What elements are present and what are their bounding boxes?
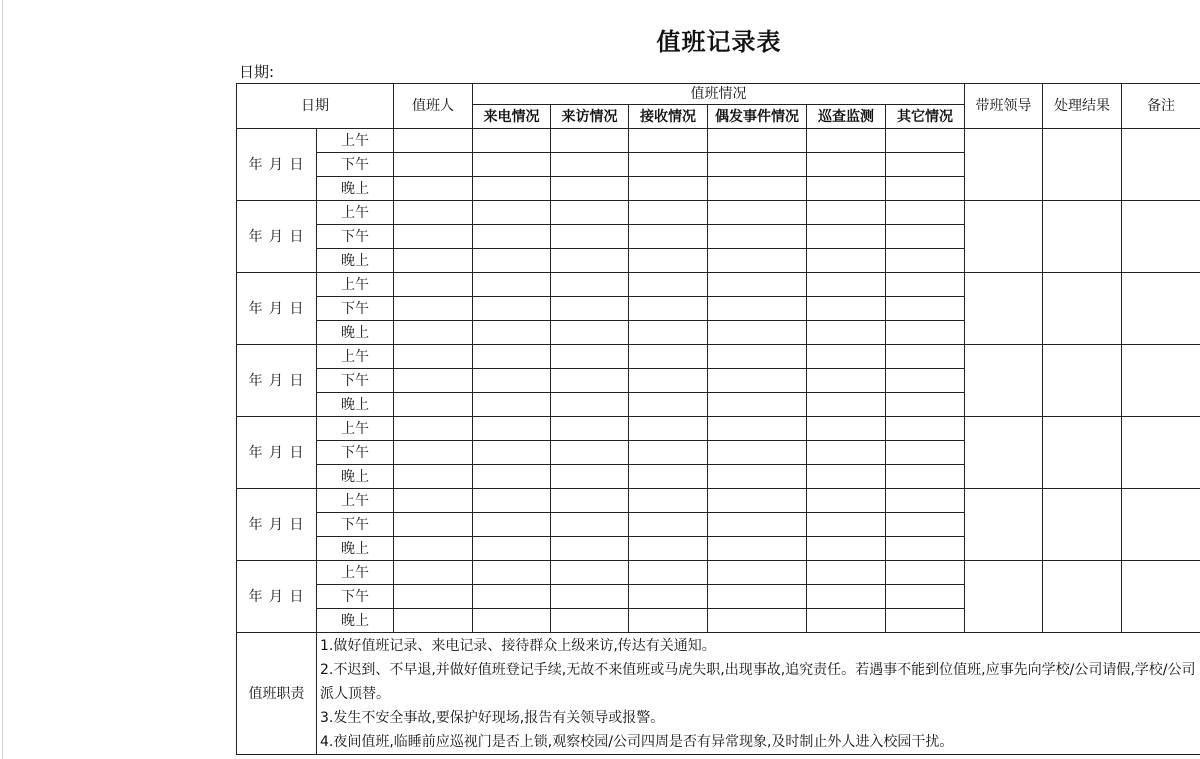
entry-cell[interactable] [807,489,886,513]
entry-cell[interactable] [708,441,807,465]
shift-row [237,417,1200,441]
entry-cell[interactable] [807,561,886,585]
entry-cell[interactable] [551,369,629,393]
result-cell[interactable] [1043,273,1122,345]
entry-cell[interactable] [394,609,473,633]
entry-cell[interactable] [394,249,473,273]
entry-cell[interactable] [394,513,473,537]
entry-cell[interactable] [886,441,965,465]
shift-label: 下午 [317,369,394,393]
entry-cell[interactable] [807,201,886,225]
entry-cell[interactable] [551,393,629,417]
entry-cell[interactable] [708,561,807,585]
entry-cell[interactable] [394,585,473,609]
entry-cell[interactable] [394,225,473,249]
entry-cell[interactable] [886,129,965,153]
shift-label: 上午 [317,129,394,153]
header-date: 日期 [237,84,394,129]
entry-cell[interactable] [708,489,807,513]
subheader-other: 其它情况 [886,105,965,129]
shift-label: 晚上 [317,537,394,561]
page-title: 值班记录表 [656,28,782,56]
entry-cell[interactable] [807,249,886,273]
entry-cell[interactable] [886,201,965,225]
duty-line: 1.做好值班记录、来电记录、接待群众上级来访,传达有关通知。 [320,638,716,654]
duty-line: 4.夜间值班,临睡前应巡视门是否上锁,观察校园/公司四周是否有异常现象,及时制止外人进入校园干扰。 [320,734,954,750]
remark-cell[interactable] [1122,273,1200,345]
entry-cell[interactable] [708,417,807,441]
shift-label: 上午 [317,417,394,441]
entry-cell[interactable] [807,297,886,321]
entry-cell[interactable] [473,345,551,369]
entry-cell[interactable] [886,513,965,537]
left-border-line [2,0,3,759]
entry-cell[interactable] [473,249,551,273]
entry-cell[interactable] [807,321,886,345]
shift-row [237,561,1200,585]
remark-cell[interactable] [1122,561,1200,633]
entry-cell[interactable] [708,225,807,249]
entry-cell[interactable] [473,465,551,489]
entry-cell[interactable] [708,609,807,633]
shift-label: 上午 [317,489,394,513]
entry-cell[interactable] [629,369,708,393]
day-cell: 年 月 日 [237,129,317,201]
result-cell[interactable] [1043,345,1122,417]
subheader-calls: 来电情况 [473,105,551,129]
leader-cell[interactable] [965,417,1043,489]
entry-cell[interactable] [708,297,807,321]
entry-cell[interactable] [807,513,886,537]
entry-cell[interactable] [473,513,551,537]
entry-cell[interactable] [394,273,473,297]
shift-label: 下午 [317,297,394,321]
entry-cell[interactable] [551,345,629,369]
entry-cell[interactable] [708,321,807,345]
entry-cell[interactable] [629,513,708,537]
entry-cell[interactable] [551,177,629,201]
entry-cell[interactable] [629,201,708,225]
header-leader: 带班领导 [965,84,1043,129]
entry-cell[interactable] [551,297,629,321]
entry-cell[interactable] [629,537,708,561]
shift-label: 下午 [317,441,394,465]
shift-label: 下午 [317,585,394,609]
entry-cell[interactable] [629,609,708,633]
entry-cell[interactable] [551,441,629,465]
entry-cell[interactable] [394,321,473,345]
entry-cell[interactable] [708,537,807,561]
shift-label: 晚上 [317,609,394,633]
entry-cell[interactable] [473,297,551,321]
subheader-visits: 来访情况 [551,105,629,129]
entry-cell[interactable] [473,417,551,441]
entry-cell[interactable] [629,249,708,273]
shift-label: 晚上 [317,249,394,273]
leader-cell[interactable] [965,489,1043,561]
entry-cell[interactable] [394,345,473,369]
entry-cell[interactable] [551,153,629,177]
entry-cell[interactable] [807,273,886,297]
header-row [237,84,1200,105]
entry-cell[interactable] [551,321,629,345]
entry-cell[interactable] [886,249,965,273]
entry-cell[interactable] [394,441,473,465]
shift-row [237,345,1200,369]
entry-cell[interactable] [807,393,886,417]
result-cell[interactable] [1043,201,1122,273]
entry-cell[interactable] [708,465,807,489]
entry-cell[interactable] [394,177,473,201]
entry-cell[interactable] [394,153,473,177]
entry-cell[interactable] [473,489,551,513]
entry-cell[interactable] [473,201,551,225]
entry-cell[interactable] [629,129,708,153]
entry-cell[interactable] [551,417,629,441]
entry-cell[interactable] [886,321,965,345]
entry-cell[interactable] [473,609,551,633]
entry-cell[interactable] [807,537,886,561]
entry-cell[interactable] [886,417,965,441]
entry-cell[interactable] [629,153,708,177]
entry-cell[interactable] [807,345,886,369]
entry-cell[interactable] [807,585,886,609]
entry-cell[interactable] [473,153,551,177]
entry-cell[interactable] [807,369,886,393]
entry-cell[interactable] [551,513,629,537]
shift-label: 上午 [317,201,394,225]
entry-cell[interactable] [807,465,886,489]
entry-cell[interactable] [708,129,807,153]
day-cell: 年 月 日 [237,561,317,633]
entry-cell[interactable] [551,585,629,609]
remark-cell[interactable] [1122,489,1200,561]
shift-row [237,201,1200,225]
entry-cell[interactable] [473,225,551,249]
entry-cell[interactable] [807,225,886,249]
entry-cell[interactable] [473,177,551,201]
entry-cell[interactable] [708,177,807,201]
entry-cell[interactable] [551,537,629,561]
result-cell[interactable] [1043,489,1122,561]
entry-cell[interactable] [886,609,965,633]
entry-cell[interactable] [473,369,551,393]
entry-cell[interactable] [807,609,886,633]
subheader-patrol: 巡查监测 [807,105,886,129]
remark-cell[interactable] [1122,345,1200,417]
entry-cell[interactable] [551,201,629,225]
day-cell: 年 月 日 [237,345,317,417]
entry-cell[interactable] [394,129,473,153]
entry-cell[interactable] [551,561,629,585]
entry-cell[interactable] [708,201,807,225]
entry-cell[interactable] [886,465,965,489]
entry-cell[interactable] [551,129,629,153]
entry-cell[interactable] [473,393,551,417]
entry-cell[interactable] [394,369,473,393]
shift-row [237,489,1200,513]
entry-cell[interactable] [886,225,965,249]
header-remark: 备注 [1122,84,1200,129]
entry-cell[interactable] [473,321,551,345]
shift-label: 下午 [317,153,394,177]
entry-cell[interactable] [394,201,473,225]
entry-cell[interactable] [886,369,965,393]
entry-cell[interactable] [708,585,807,609]
entry-cell[interactable] [629,345,708,369]
entry-cell[interactable] [473,129,551,153]
entry-cell[interactable] [886,393,965,417]
day-cell: 年 月 日 [237,489,317,561]
entry-cell[interactable] [473,441,551,465]
entry-cell[interactable] [629,441,708,465]
shift-label: 晚上 [317,393,394,417]
entry-cell[interactable] [807,441,886,465]
entry-cell[interactable] [394,393,473,417]
header-result: 处理结果 [1043,84,1122,129]
entry-cell[interactable] [394,297,473,321]
entry-cell[interactable] [629,321,708,345]
leader-cell[interactable] [965,345,1043,417]
entry-cell[interactable] [394,489,473,513]
entry-cell[interactable] [551,465,629,489]
result-cell[interactable] [1043,417,1122,489]
entry-cell[interactable] [629,585,708,609]
entry-cell[interactable] [807,153,886,177]
entry-cell[interactable] [394,561,473,585]
entry-cell[interactable] [886,585,965,609]
subheader-incidents: 偶发事件情况 [708,105,807,129]
entry-cell[interactable] [886,153,965,177]
entry-cell[interactable] [551,273,629,297]
entry-cell[interactable] [629,417,708,441]
entry-cell[interactable] [886,297,965,321]
duties-row [237,633,1200,755]
entry-cell[interactable] [551,249,629,273]
entry-cell[interactable] [886,561,965,585]
entry-cell[interactable] [708,393,807,417]
day-cell: 年 月 日 [237,201,317,273]
entry-cell[interactable] [886,537,965,561]
entry-cell[interactable] [629,273,708,297]
entry-cell[interactable] [886,345,965,369]
entry-cell[interactable] [708,513,807,537]
shift-row [237,273,1200,297]
shift-label: 晚上 [317,321,394,345]
entry-cell[interactable] [551,489,629,513]
day-cell: 年 月 日 [237,417,317,489]
entry-cell[interactable] [886,489,965,513]
entry-cell[interactable] [708,249,807,273]
remark-cell[interactable] [1122,201,1200,273]
entry-cell[interactable] [629,489,708,513]
entry-cell[interactable] [807,417,886,441]
leader-cell[interactable] [965,561,1043,633]
shift-label: 晚上 [317,465,394,489]
entry-cell[interactable] [629,561,708,585]
entry-cell[interactable] [629,393,708,417]
shift-row [237,129,1200,153]
shift-label: 上午 [317,273,394,297]
shift-label: 上午 [317,345,394,369]
entry-cell[interactable] [629,225,708,249]
entry-cell[interactable] [394,417,473,441]
day-cell: 年 月 日 [237,273,317,345]
header-status: 值班情况 [473,84,965,105]
header-person: 值班人 [394,84,473,129]
shift-label: 晚上 [317,177,394,201]
leader-cell[interactable] [965,129,1043,201]
entry-cell[interactable] [629,297,708,321]
result-cell[interactable] [1043,561,1122,633]
entry-cell[interactable] [629,177,708,201]
entry-cell[interactable] [708,369,807,393]
entry-cell[interactable] [394,465,473,489]
entry-cell[interactable] [551,225,629,249]
entry-cell[interactable] [473,273,551,297]
remark-cell[interactable] [1122,129,1200,201]
entry-cell[interactable] [886,273,965,297]
leader-cell[interactable] [965,273,1043,345]
result-cell[interactable] [1043,129,1122,201]
remark-cell[interactable] [1122,417,1200,489]
entry-cell[interactable] [708,273,807,297]
entry-cell[interactable] [394,537,473,561]
entry-cell[interactable] [473,561,551,585]
entry-cell[interactable] [708,345,807,369]
duty-record-table [236,83,1200,755]
duty-line: 3.发生不安全事故,要保护好现场,报告有关领导或报警。 [320,710,665,726]
entry-cell[interactable] [473,585,551,609]
entry-cell[interactable] [708,153,807,177]
entry-cell[interactable] [551,609,629,633]
shift-label: 下午 [317,225,394,249]
duties-label: 值班职责 [237,633,317,755]
shift-label: 上午 [317,561,394,585]
duty-line: 2.不迟到、不早退,并做好值班登记手续,无故不来值班或马虎失职,出现事故,追究责任。若遇事不能到位值班,应事先向学校/公司请假,学校/公司派人顶替。 [320,662,1196,702]
leader-cell[interactable] [965,201,1043,273]
entry-cell[interactable] [629,465,708,489]
entry-cell[interactable] [473,537,551,561]
duties-text [317,633,1200,755]
entry-cell[interactable] [807,129,886,153]
shift-label: 下午 [317,513,394,537]
entry-cell[interactable] [886,177,965,201]
date-label: 日期: [239,63,275,81]
subheader-received: 接收情况 [629,105,708,129]
entry-cell[interactable] [807,177,886,201]
